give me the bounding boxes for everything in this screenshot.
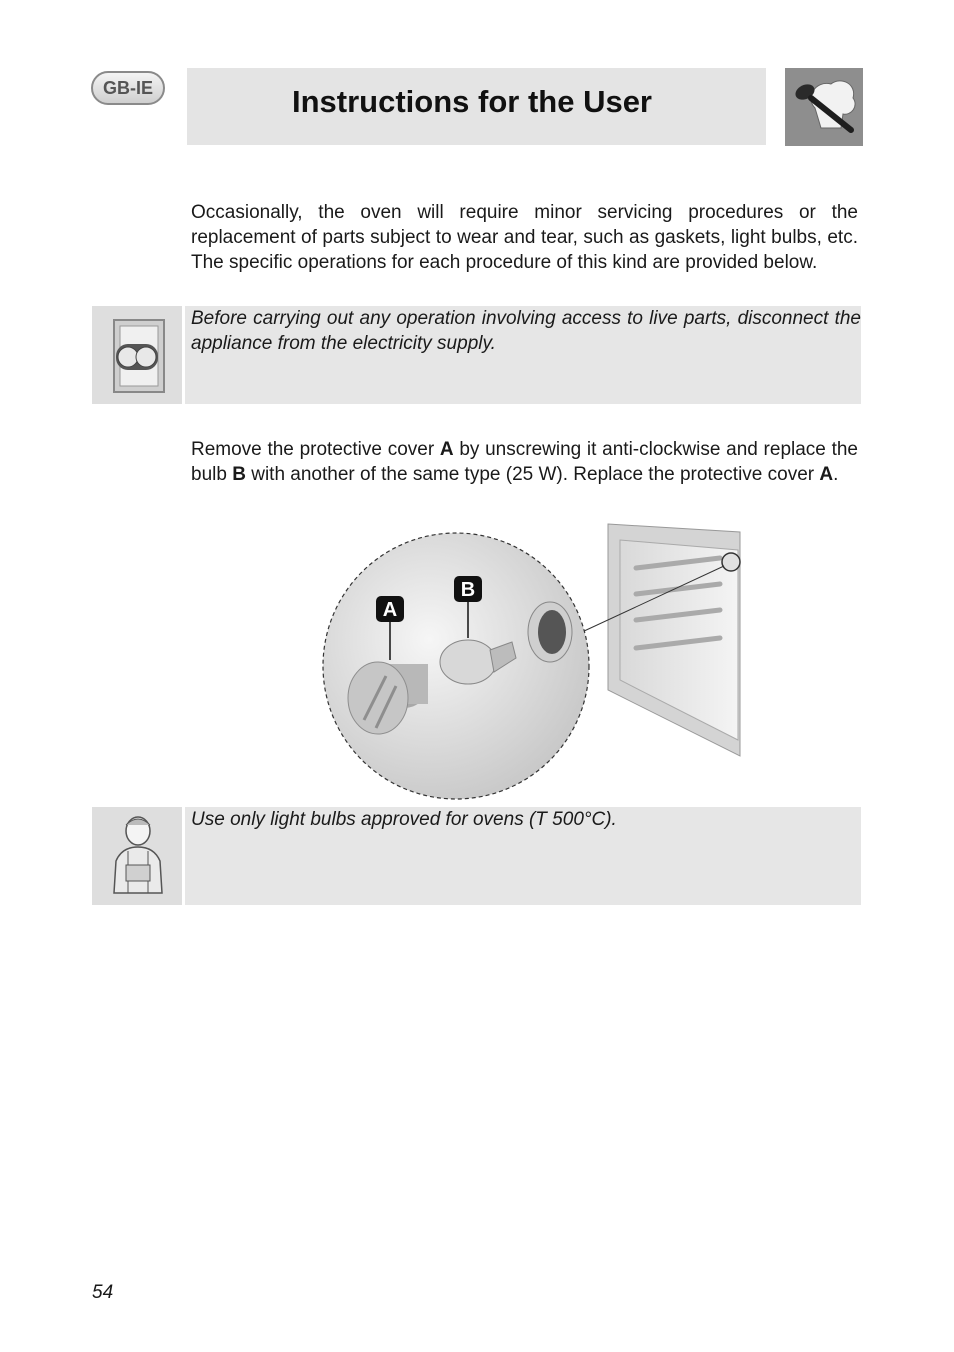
instruction-text-2: by unscrewing it anti-clockwise and replace the bulb — [191, 439, 858, 485]
oven-cavity-drawing — [608, 524, 740, 756]
label-a: A — [382, 599, 398, 621]
cover-letter: A — [439, 439, 454, 460]
warning-note — [92, 306, 861, 404]
power-socket-icon — [92, 306, 185, 404]
instruction-text-4: . — [833, 464, 839, 485]
label-b: B — [460, 579, 476, 601]
technician-note — [92, 807, 861, 905]
page-number: 54 — [92, 1282, 114, 1303]
cover-letter-2: A — [819, 464, 834, 485]
instruction-text-1: Remove the protective cover — [191, 439, 440, 460]
instruction-paragraph — [191, 437, 858, 487]
technician-icon — [92, 807, 185, 905]
language-badge: GB-IE — [91, 71, 165, 105]
bulb-letter: B — [232, 464, 246, 485]
intro-paragraph: Occasionally, the oven will require minor servicing procedures or the replacement of parts subject to wear and tear, such as gaskets, light bulbs, etc. The specific operations for each procedure of this kind are provided below. — [191, 202, 858, 273]
warning-text: Before carrying out any operation involving access to live parts, disconnect the appliance from the electricity supply. — [191, 308, 861, 354]
bulb-replacement-figure — [320, 520, 750, 805]
instruction-text-3: with another of the same type (25 W). Replace the protective cover — [245, 464, 820, 485]
header-bar — [187, 68, 766, 145]
chef-spoon-icon — [785, 68, 863, 146]
page-title: Instructions for the User — [292, 84, 652, 119]
technician-text: Use only light bulbs approved for ovens (T 500°C). — [191, 809, 617, 830]
